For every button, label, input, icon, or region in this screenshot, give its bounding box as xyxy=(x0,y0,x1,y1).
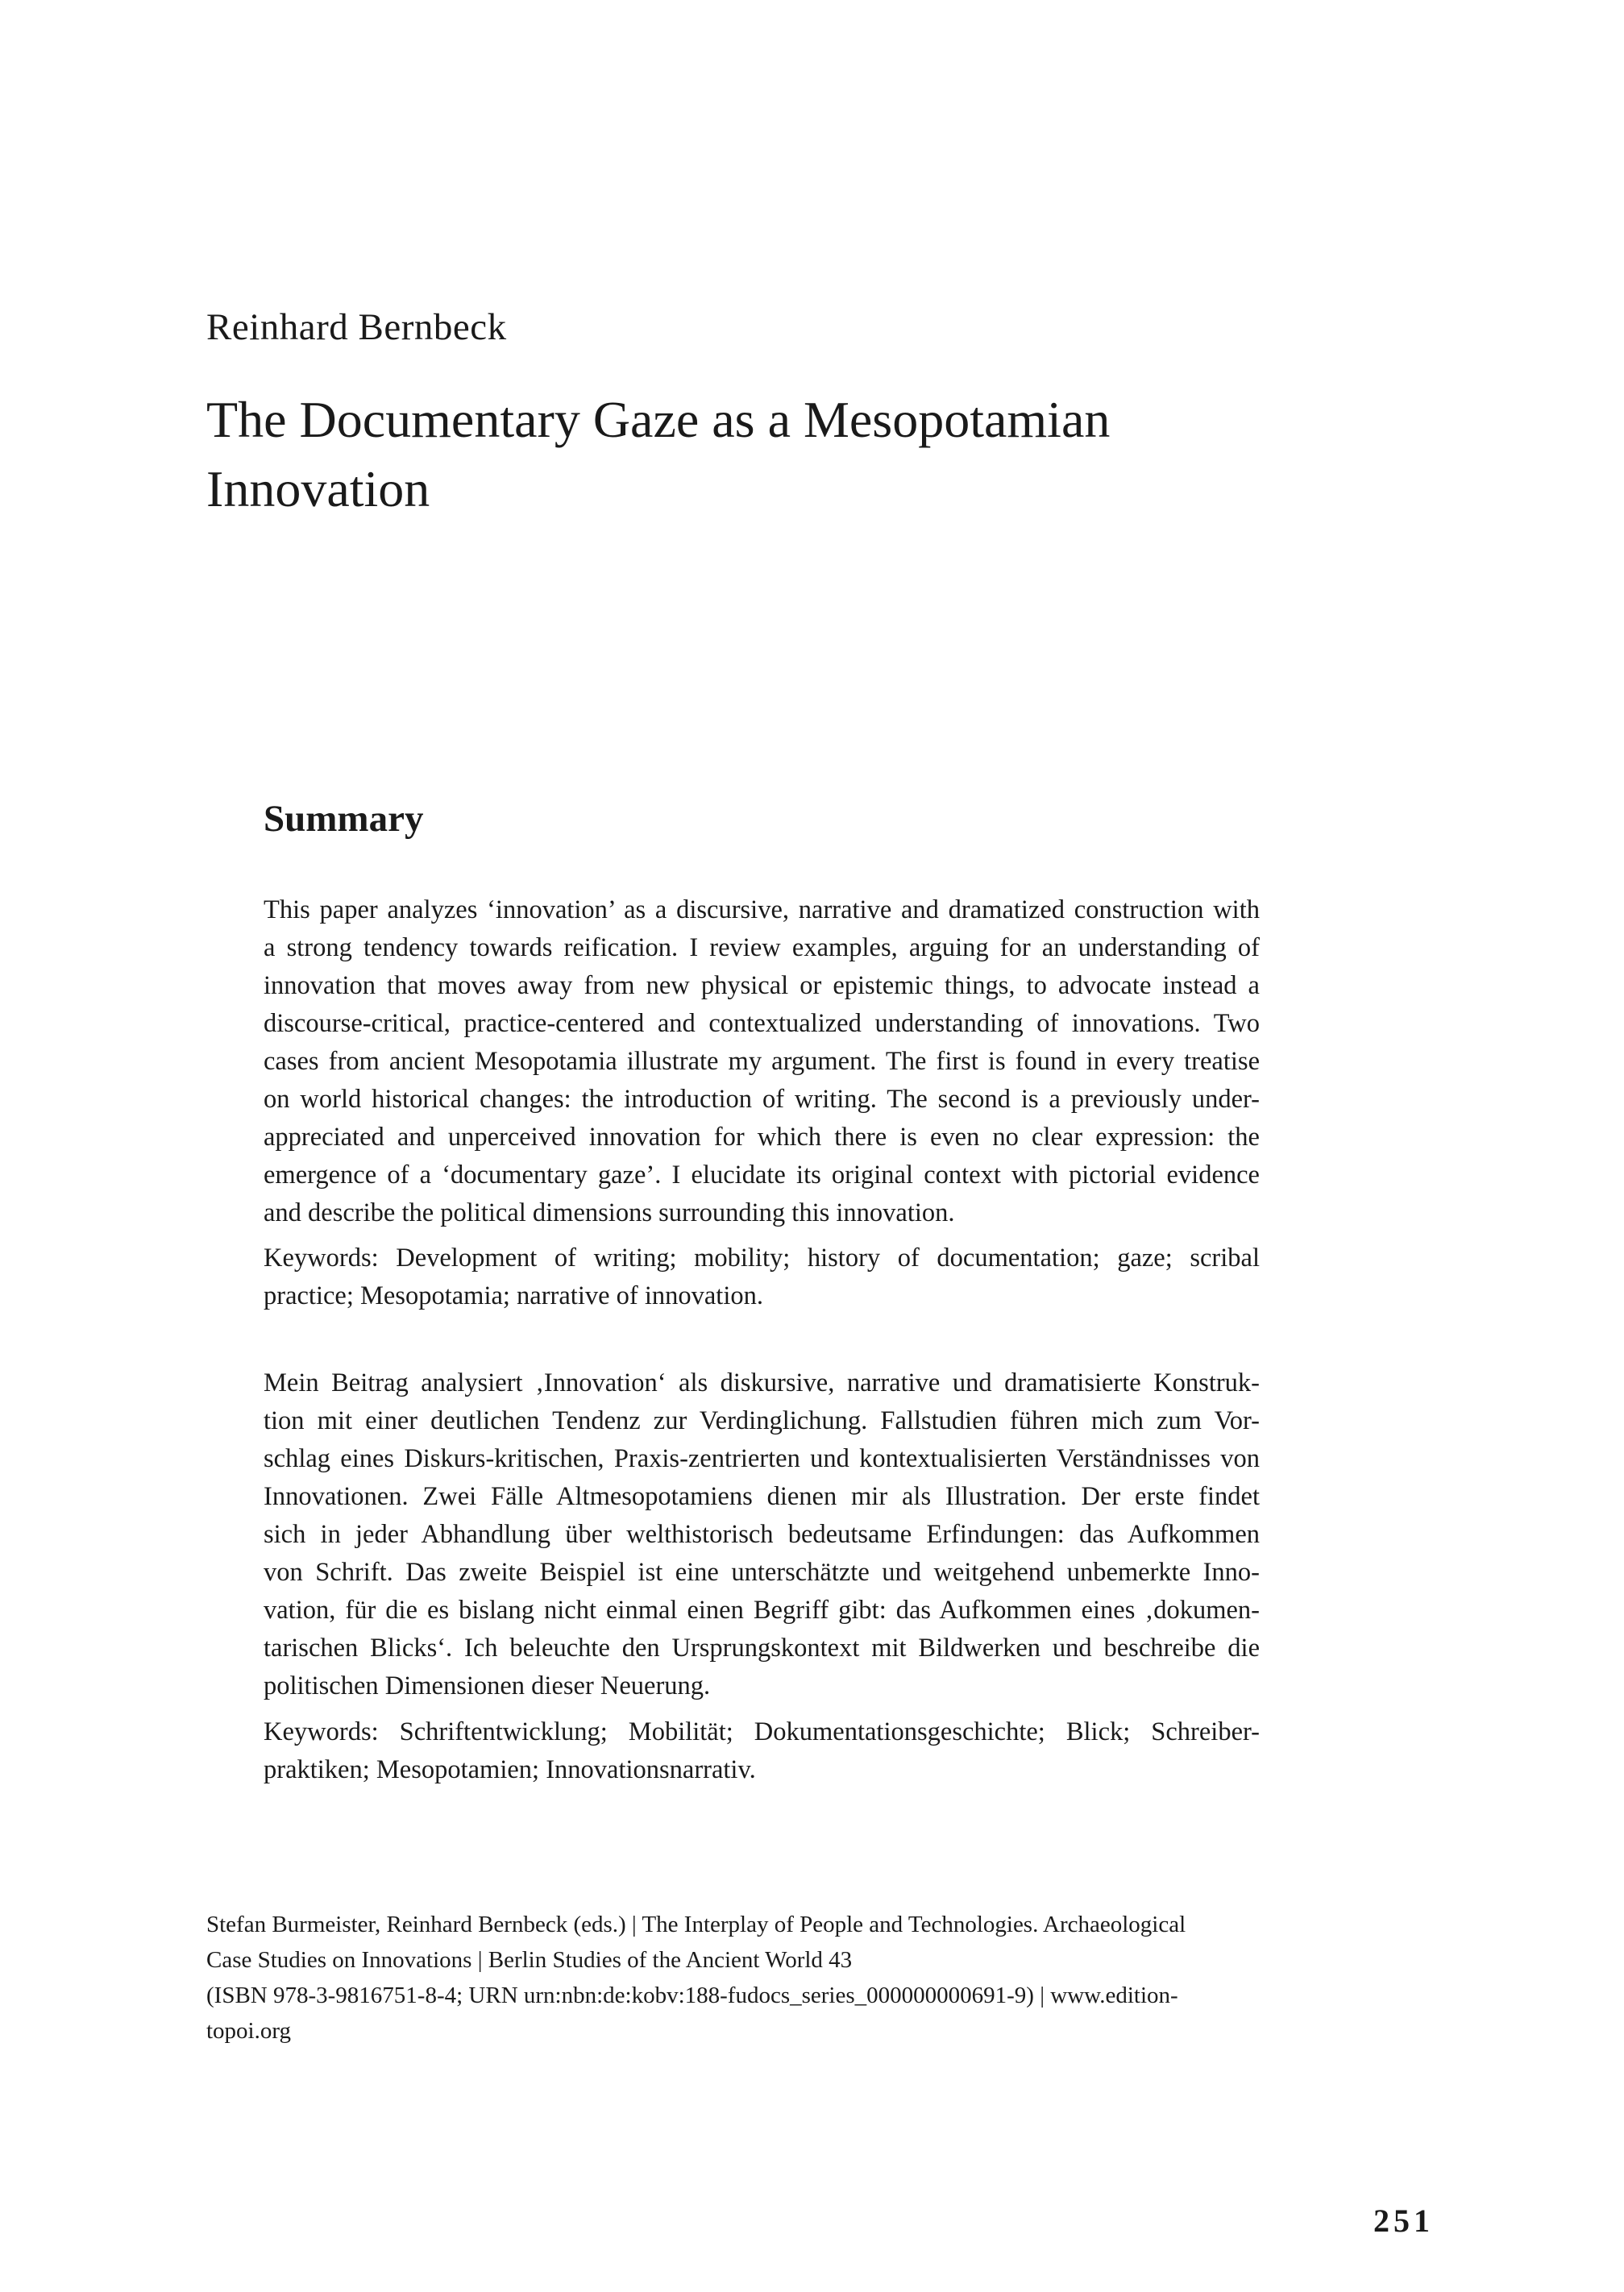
keywords-line: Keywords: Development of writing; mobility; history of documentation; gaze; scribal xyxy=(264,1244,1260,1273)
citation-line: topoi.org xyxy=(206,2018,291,2044)
abstract-line: emergence of a ‘documentary gaze’. I elucidate its original context with pictorial evidence xyxy=(264,1161,1260,1190)
keywords-line: Keywords: Schriftentwicklung; Mobilität; Dokumentationsgeschichte; Blick; Schreiber- xyxy=(264,1717,1260,1746)
summary-heading: Summary xyxy=(264,798,424,840)
abstract-line: politischen Dimensionen dieser Neuerung. xyxy=(264,1671,711,1700)
abstract-line: tion mit einer deutlichen Tendenz zur Verdinglichung. Fallstudien führen mich zum Vor- xyxy=(264,1406,1260,1435)
abstract-german xyxy=(264,1364,1260,1705)
citation-line: Stefan Burmeister, Reinhard Bernbeck (eds.) | The Interplay of People and Technologies. Archaeological xyxy=(206,1912,1186,1937)
citation-line: Case Studies on Innovations | Berlin Studies of the Ancient World 43 xyxy=(206,1947,853,1973)
paper-title xyxy=(206,385,1415,524)
title-line: Innovation xyxy=(206,460,430,517)
keywords-line: practice; Mesopotamia; narrative of innovation. xyxy=(264,1281,763,1310)
abstract-line: innovation that moves away from new physical or epistemic things, to advocate instead a xyxy=(264,971,1260,1000)
abstract-line: Mein Beitrag analysiert ‚Innovation‘ als diskursive, narrative und dramatisierte Konstruk- xyxy=(264,1368,1260,1397)
abstract-line: sich in jeder Abhandlung über welthistorisch bedeutsame Erfindungen: das Aufkommen xyxy=(264,1520,1260,1549)
title-line: The Documentary Gaze as a Mesopotamian xyxy=(206,391,1111,448)
abstract-line: von Schrift. Das zweite Beispiel ist eine unterschätzte und weitgehend unbemerkte Inno- xyxy=(264,1558,1260,1587)
author-name: Reinhard Bernbeck xyxy=(206,306,507,348)
abstract-english xyxy=(264,891,1260,1232)
keywords-german xyxy=(264,1713,1260,1789)
abstract-line: a strong tendency towards reification. I review examples, arguing for an understanding of xyxy=(264,933,1260,962)
abstract-line: This paper analyzes ‘innovation’ as a discursive, narrative and dramatized construction with xyxy=(264,895,1260,924)
keywords-line: praktiken; Mesopotamien; Innovationsnarrativ. xyxy=(264,1755,756,1784)
citation-footer xyxy=(206,1907,1286,2049)
abstract-line: cases from ancient Mesopotamia illustrate my argument. The first is found in every treatise xyxy=(264,1047,1260,1076)
page-number: 251 xyxy=(1373,2203,1434,2239)
abstract-line: Innovationen. Zwei Fälle Altmesopotamiens dienen mir als Illustration. Der erste findet xyxy=(264,1482,1260,1511)
abstract-line: appreciated and unperceived innovation for which there is even no clear expression: the xyxy=(264,1123,1260,1152)
abstract-line: vation, für die es bislang nicht einmal einen Begriff gibt: das Aufkommen eines ‚dokumen- xyxy=(264,1596,1260,1625)
abstract-line: tarischen Blicks‘. Ich beleuchte den Ursprungskontext mit Bildwerken und beschreibe die xyxy=(264,1634,1260,1663)
abstract-line: and describe the political dimensions surrounding this innovation. xyxy=(264,1198,955,1227)
abstract-line: schlag eines Diskurs-kritischen, Praxis-zentrierten und kontextualisierten Verständnisses von xyxy=(264,1444,1260,1473)
abstract-line: on world historical changes: the introduction of writing. The second is a previously under- xyxy=(264,1085,1260,1114)
keywords-english xyxy=(264,1239,1260,1315)
citation-line: (ISBN 978-3-9816751-8-4; URN urn:nbn:de:kobv:188-fudocs_series_000000000691-9) | www.edition- xyxy=(206,1983,1178,2008)
abstract-line: discourse-critical, practice-centered and contextualized understanding of innovations. Two xyxy=(264,1009,1260,1038)
